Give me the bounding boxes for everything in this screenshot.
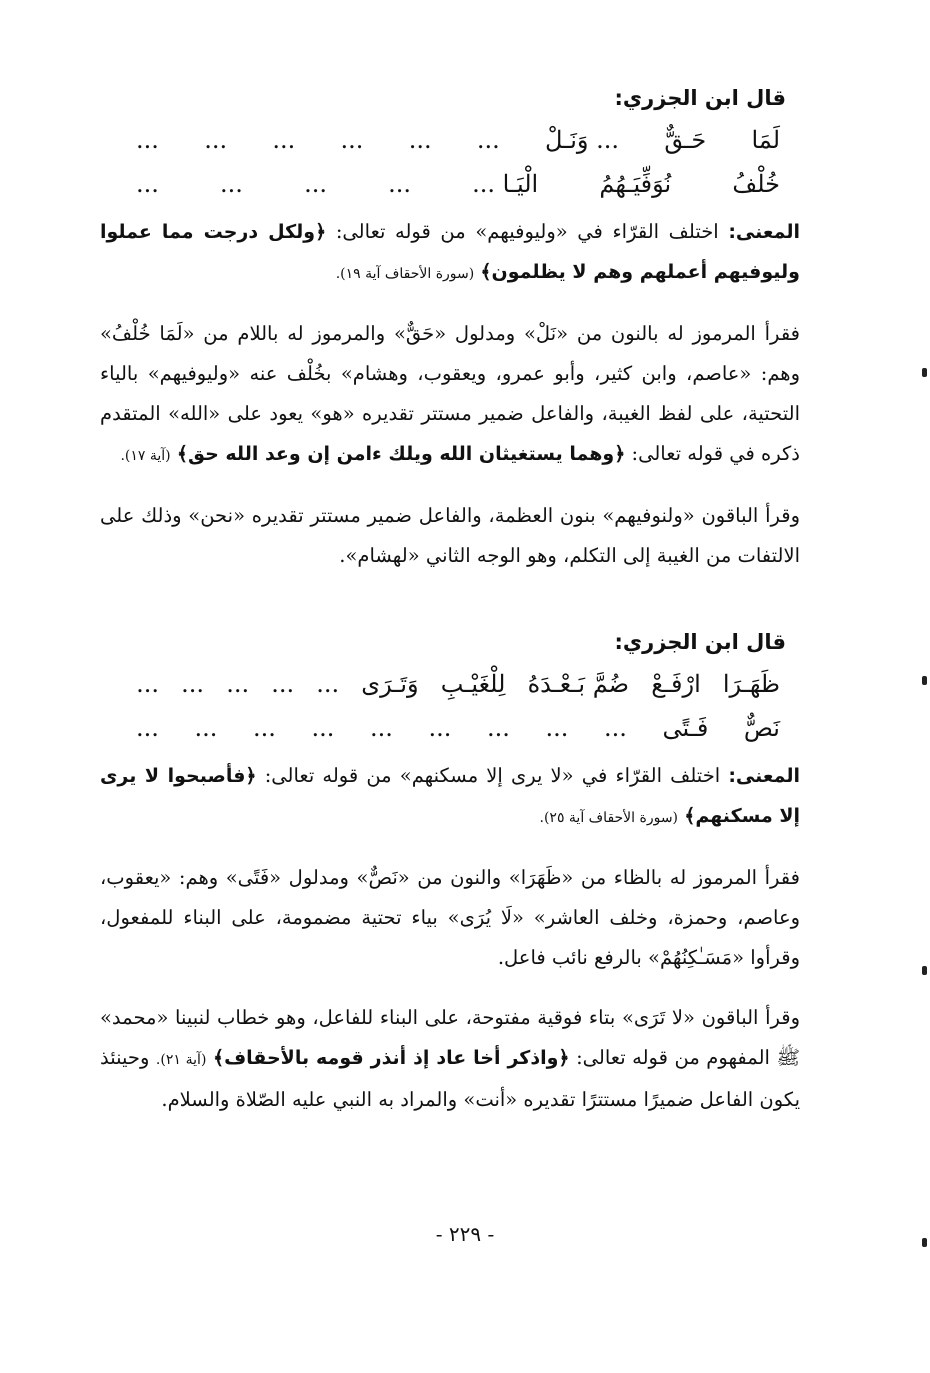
verse-word: وَتَـرَى <box>361 670 419 698</box>
reading-paragraph-1 <box>100 858 800 978</box>
paragraph-text: وحينئذ يكون الفاعل ضميرًا مستترًا تقديره «أنت» والمراد به النبي عليه الصّلاة والسلام. <box>100 1046 800 1111</box>
verse-line-2 <box>100 706 800 750</box>
scan-mark <box>922 966 927 975</box>
paragraph-text: فقرأ المرموز له بالظاء من «ظَهَرَا» والنون من «نَصٌّ» ومدلول «فَتًى» وهم: «يعقوب، وعاصم، وحمزة، وخلف العاشر» «لَا يُرَى» بياء تحتية مضمومة، على البناء للمفعول، وقرأوا «مَسَـٰكِنُهُمْ» بالرفع نائب فاعل. <box>100 866 800 969</box>
paragraph-text: وقرأ الباقون «لا تَرَى» بتاء فوقية مفتوحة، على البناء للفاعل، وهو خطاب لنبينا «محمد» ﷺ المفهوم من قوله تعالى: <box>100 1006 801 1069</box>
verse-dots: ... <box>181 670 205 698</box>
verse-word: خُلْفُ <box>732 170 780 198</box>
verse-word: نَصٌّ <box>743 714 780 742</box>
verse-dots: ... <box>487 714 510 742</box>
verse-dots: ... <box>136 670 160 698</box>
verse-line-2 <box>100 162 800 206</box>
reading-paragraph-2 <box>100 998 800 1120</box>
page-body <box>100 82 800 1140</box>
quran-quote: ﴿ولكل درجت مما عملوا وليوفيهم أعملهم وهم لا يظلمون﴾ <box>100 221 800 283</box>
verse-dots: ... <box>271 670 295 698</box>
meaning-text: اختلف القرّاء في «لا يرى إلا مسكنهم» من قوله تعالى: <box>264 764 721 787</box>
verse-word: ... وَنَـلْ <box>545 126 620 154</box>
verse-dots: ... <box>226 670 250 698</box>
verse-dots: ... <box>388 170 411 198</box>
scan-mark <box>922 368 927 377</box>
verse-dots: ... <box>136 170 159 198</box>
verse-word: نُوَفِّيَـهُمُ <box>599 170 672 198</box>
verse-dots: ... <box>545 714 569 742</box>
verse-dots: ... <box>604 714 627 742</box>
section-heading: قال ابن الجزري: <box>614 86 786 110</box>
page-number: - ٢٢٩ - <box>435 1222 495 1246</box>
verse-line-1 <box>100 118 800 162</box>
section-2 <box>100 626 800 1120</box>
meaning-paragraph <box>100 756 800 838</box>
verse-reference: (آية ٢١). <box>155 1052 207 1068</box>
verse-line-1 <box>100 662 800 706</box>
verse-word: حَـقٌّ <box>664 126 707 154</box>
verse-reference: (سورة الأحقاف آية ١٩). <box>335 266 475 282</box>
verse-dots: ... <box>408 126 432 154</box>
meaning-paragraph <box>100 212 800 294</box>
paragraph-text: وقرأ الباقون «ولنوفيهم» بنون العظمة، والفاعل ضمير مستتر تقديره «نحن» وذلك على الالتفات من الغيبة إلى التكلم، وهو الوجه الثاني «لهشام». <box>100 504 800 567</box>
paragraph-text: فقرأ المرموز له بالنون من «نَلْ» ومدلول «حَقٌّ» والمرموز له باللام من «لَمَا خُلْفُ» وهم: «عاصم، وابن كثير، وأبو عمرو، ويعقوب، وهشام» بخُلْف عنه «وليوفيهم» بالياء التحتية، على لفظ الغيبة، والفاعل ضمير مستتر تقديره «هو» يعود على «الله» المتقدم ذكره في قوله تعالى: <box>100 322 800 465</box>
verse-reference: (سورة الأحقاف آية ٢٥). <box>539 810 679 826</box>
verse-dots: ... <box>428 714 452 742</box>
section-1 <box>100 82 800 576</box>
quran-quote: ﴿واذكر أخا عاد إذ أنذر قومه بالأحقاف﴾ <box>212 1047 570 1069</box>
verse-dots: ... <box>194 714 218 742</box>
meaning-text: اختلف القرّاء في «وليوفيهم» من قوله تعالى: <box>335 220 719 243</box>
verse-dots: ... <box>304 170 327 198</box>
verse-dots: ... <box>370 714 393 742</box>
verse-word: ضُمَّ بَـعْـدَهُ <box>527 670 630 698</box>
verse-dots: ... <box>311 714 335 742</box>
verse-reference: (آية ١٧). <box>120 448 171 464</box>
reading-paragraph-2 <box>100 496 800 576</box>
verse-word: فَـتًى <box>662 714 709 742</box>
verse-dots: ... <box>272 126 296 154</box>
verse-dots: ... <box>340 126 364 154</box>
section-spacer <box>100 596 800 626</box>
scan-mark <box>922 676 927 685</box>
verse-dots: ... <box>220 170 243 198</box>
meaning-label: المعنى: <box>728 765 800 787</box>
verse-dots: ... <box>316 670 340 698</box>
scan-mark <box>922 1238 927 1247</box>
verse-word: ارْفَـعْ <box>651 670 701 698</box>
verse-word: لَمَا <box>751 126 780 154</box>
verse-dots: ... <box>204 126 228 154</box>
meaning-label: المعنى: <box>728 221 800 243</box>
verse-dots: ... <box>136 126 159 154</box>
quran-quote: ﴿فأصبحوا لا يرى إلا مسكنهم﴾ <box>100 765 800 827</box>
verse-word: ظَهَـرَا <box>722 670 780 698</box>
verse-word: لِلْغَيْـبِ <box>440 670 506 698</box>
verse-word: الْيَـا ... <box>472 170 539 198</box>
section-heading: قال ابن الجزري: <box>614 630 786 654</box>
quran-quote: ﴿وهما يستغيثان الله ويلك ءامن إن وعد الله حق﴾ <box>176 443 626 465</box>
reading-paragraph-1 <box>100 314 800 476</box>
verse-dots: ... <box>253 714 276 742</box>
verse-dots: ... <box>476 126 500 154</box>
verse-dots: ... <box>136 714 159 742</box>
